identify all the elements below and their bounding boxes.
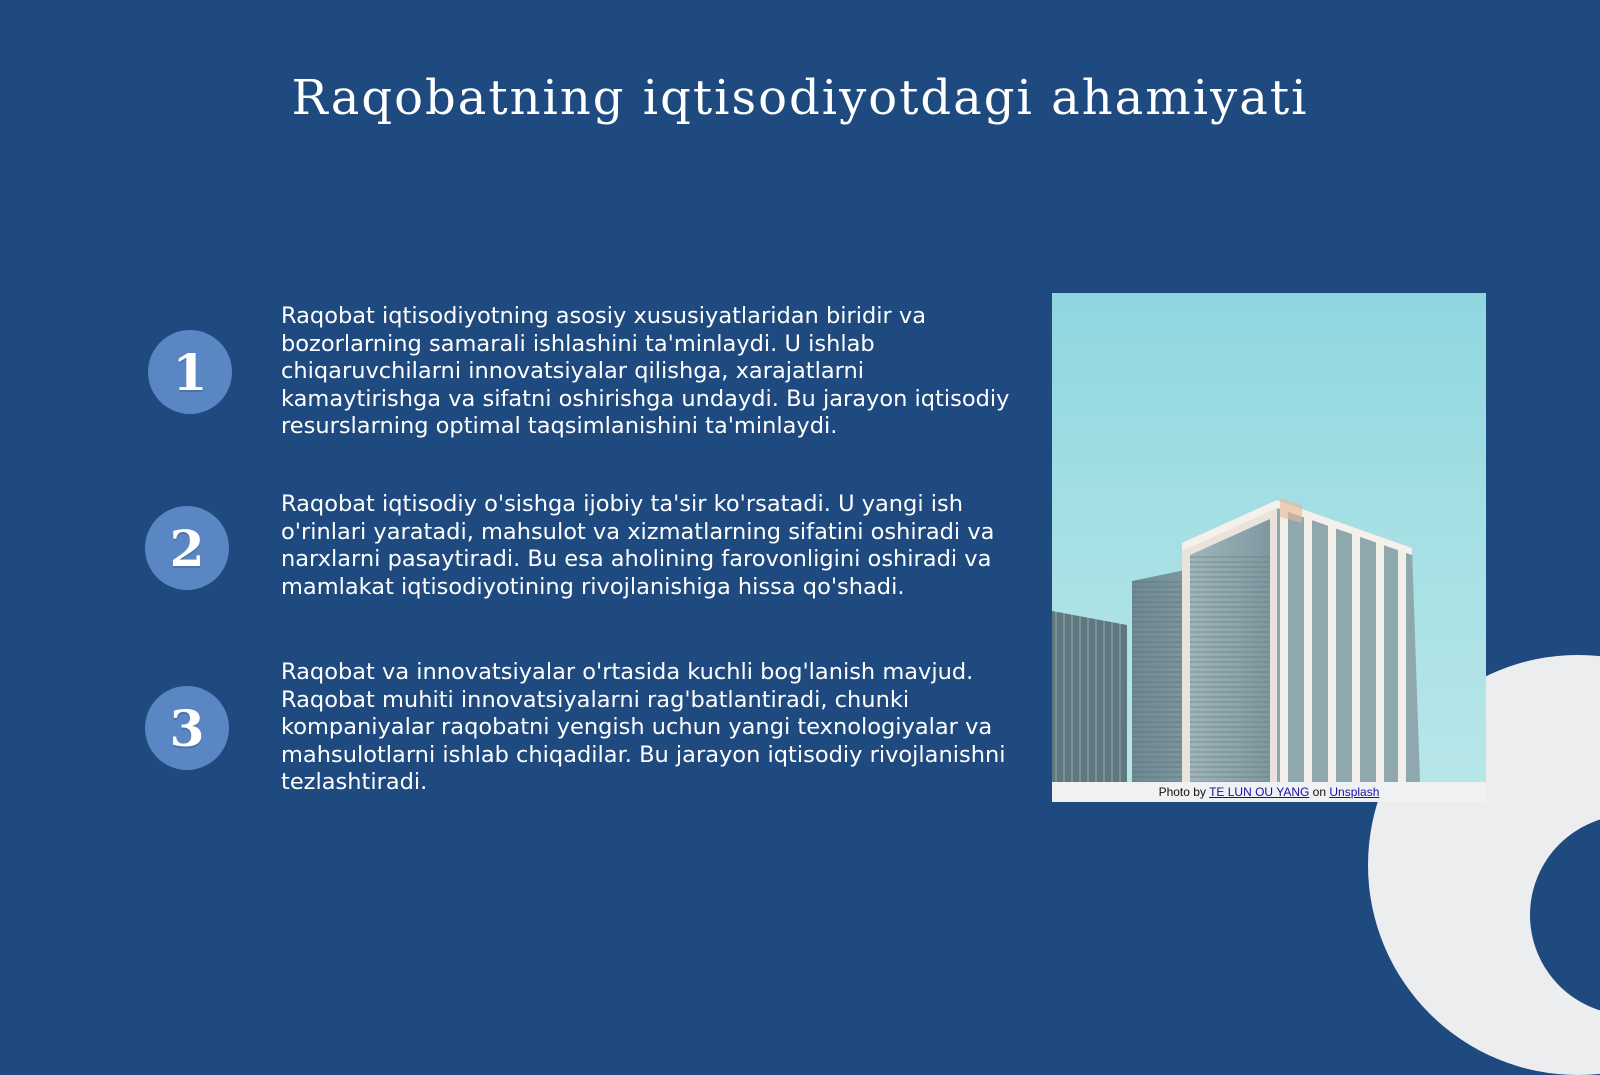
paragraph-1: Raqobat iqtisodiyotning asosiy xususiyatlaridan biridir va bozorlarning samarali ishlashini ta'minlaydi. U ishlab chiqaruvchilarni innovatsiyalar qilishga, xarajatlarni kamaytirishga va sifatni oshirishga undaydi. Bu jarayon iqtisodiy resurslarning optimal taqsimlanishini ta'minlaydi.	[281, 303, 1010, 439]
photo-card	[1052, 293, 1486, 802]
number-badge-2	[145, 506, 229, 590]
photo-author-link[interactable]: TE LUN OU YANG	[1209, 785, 1310, 799]
number-2-label: 2	[169, 518, 205, 578]
caption-prefix: Photo by	[1158, 785, 1206, 799]
paragraph-3: Raqobat va innovatsiyalar o'rtasida kuchli bog'lanish mavjud. Raqobat muhiti innovatsiyalarni rag'batlantiradi, chunki kompaniyalar raqobatni yengish uchun yangi texnologiyalar va mahsulotlarni ishlab chiqadilar. Bu jarayon iqtisodiy rivojlanishni tezlashtiradi.	[281, 659, 1006, 795]
unsplash-link[interactable]: Unsplash	[1329, 785, 1380, 799]
number-3-label: 3	[169, 698, 205, 758]
office-building-photo	[1052, 293, 1486, 782]
building-illustration	[1052, 293, 1486, 782]
number-1-label: 1	[172, 342, 208, 402]
number-badge-1	[148, 330, 232, 414]
caption-mid: on	[1312, 785, 1327, 799]
paragraph-2: Raqobat iqtisodiy o'sishga ijobiy ta'sir ko'rsatadi. U yangi ish o'rinlari yaratadi, mahsulot va xizmatlarning sifatini oshiradi va narxlarni pasaytiradi. Bu esa aholining farovonligini oshiradi va mamlakat iqtisodiyotining rivojlanishiga hissa qo'shadi.	[281, 491, 995, 600]
number-badge-3	[145, 686, 229, 770]
slide-title: Raqobatning iqtisodiyotdagi ahamiyati	[291, 70, 1309, 126]
photo-caption	[1052, 785, 1486, 799]
